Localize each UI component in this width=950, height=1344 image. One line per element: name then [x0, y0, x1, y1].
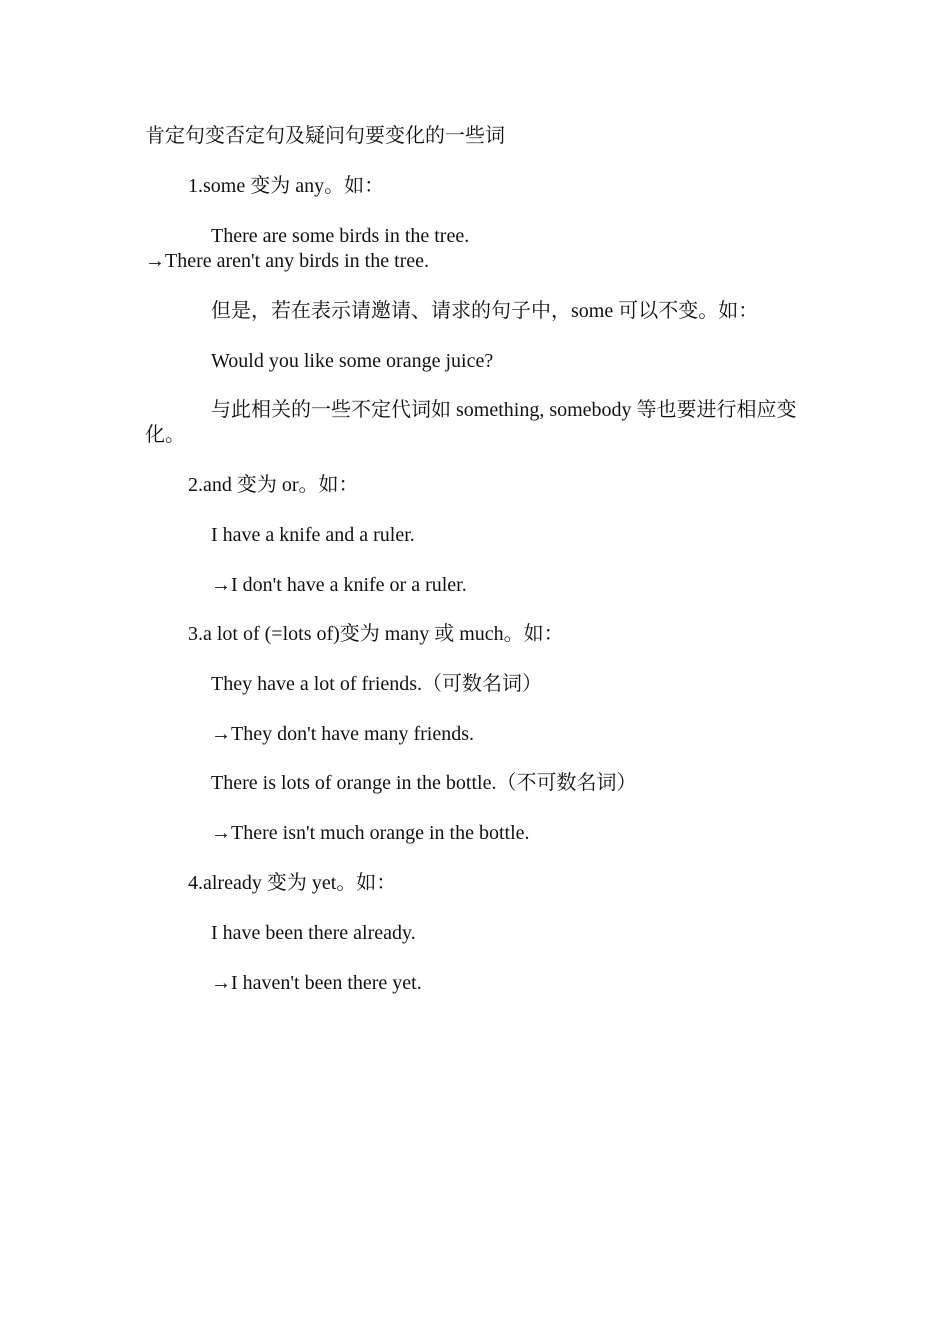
section2-example: I have a knife and a ruler. — [211, 524, 415, 546]
section2-heading: 2.and 变为 or。如： — [188, 474, 359, 496]
section1-related: 与此相关的一些不定代词如 something, somebody 等也要进行相应变化。 — [145, 399, 797, 446]
section1-note-example: Would you like some orange juice? — [211, 350, 494, 372]
section2-transformed: →I don't have a knife or a ruler. — [211, 574, 467, 596]
section3-heading: 3.a lot of (=lots of)变为 many 或 much。如： — [188, 623, 564, 645]
section1-note: 但是，若在表示请邀请、请求的句子中，some 可以不变。如： — [211, 300, 759, 322]
section3-transformed1: →They don't have many friends. — [211, 723, 474, 745]
section4-heading: 4.already 变为 yet。如： — [188, 872, 397, 894]
section3-example2: There is lots of orange in the bottle.（不可数名词） — [211, 772, 637, 794]
section1-heading: 1.some 变为 any。如： — [188, 175, 385, 197]
section3-example1: They have a lot of friends.（可数名词） — [211, 673, 543, 695]
section1-example: There are some birds in the tree. — [211, 225, 470, 247]
section1-transformed: →There aren't any birds in the tree. — [145, 250, 430, 272]
document-title: 肯定句变否定句及疑问句要变化的一些词 — [145, 125, 505, 147]
section4-example: I have been there already. — [211, 922, 416, 944]
section4-transformed: →I haven't been there yet. — [211, 972, 422, 994]
section3-transformed2: →There isn't much orange in the bottle. — [211, 822, 530, 844]
